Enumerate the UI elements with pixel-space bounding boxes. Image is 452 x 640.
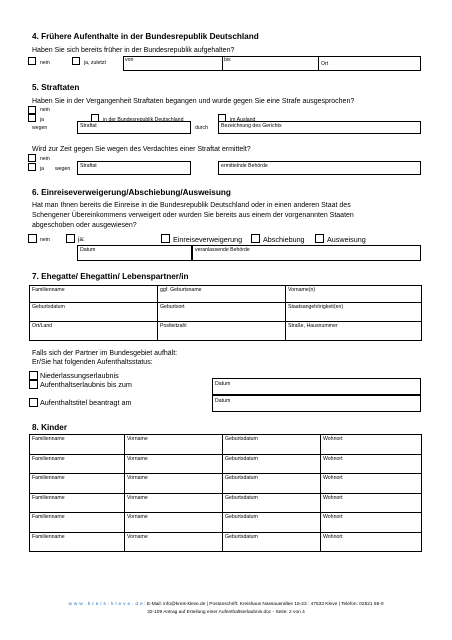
child-first-name-field[interactable]: Vorname (125, 474, 223, 494)
section-4-heading: 4. Frühere Aufenthalte in der Bundesrepublik Deutschland (32, 32, 259, 41)
checkbox-investigation-yes[interactable] (28, 163, 36, 171)
child-birth-date-field[interactable]: Geburtsdatum (223, 454, 321, 474)
label-yes: ja (40, 117, 45, 123)
child-residence-field[interactable]: Wohnort (321, 513, 422, 533)
residence-permit-date-field[interactable] (212, 378, 421, 395)
child-birth-date-field[interactable]: Geburtsdatum (223, 435, 321, 455)
spouse-street-field[interactable]: Straße, Hausnummer (286, 322, 422, 341)
section-5-heading: 5. Straftaten (32, 83, 80, 92)
section-5-question-2: Wird zur Zeit gegen Sie wegen des Verdachtes einer Straftat ermittelt? (32, 146, 251, 153)
table-row (30, 286, 422, 303)
label-entry-refusal: Einreiseverweigerung (173, 235, 243, 244)
permit-applied-date-field[interactable] (212, 395, 421, 412)
court-field-label: Bezeichnung des Gerichts (221, 123, 282, 129)
table-row (30, 513, 422, 533)
child-residence-field[interactable]: Wohnort (321, 435, 422, 455)
child-first-name-field[interactable]: Vorname (125, 532, 223, 552)
partner-note-line-1: Falls sich der Partner im Bundesgebiet aufhält: (32, 350, 178, 357)
offense-field-label: Straftat (80, 123, 97, 129)
spouse-birth-date-field[interactable]: Geburtsdatum (30, 303, 158, 322)
child-residence-field[interactable]: Wohnort (321, 532, 422, 552)
residence-date-label: Datum (215, 381, 231, 387)
section-7-heading: 7. Ehegatte/ Ehegattin/ Lebenspartner/in (32, 272, 189, 281)
label-yes: ja (40, 166, 45, 172)
checkbox-deportation[interactable] (251, 234, 260, 243)
checkbox-refusal-yes[interactable] (66, 234, 75, 243)
label-no: nein (40, 107, 50, 113)
label-yes: ja: (78, 236, 85, 243)
child-first-name-field[interactable]: Vorname (125, 435, 223, 455)
table-row (30, 435, 422, 455)
field-place-label: Ort (321, 61, 329, 67)
label-by: durch (195, 125, 208, 131)
partner-note-line-2: Er/Sie hat folgenden Aufenthaltsstatus: (32, 359, 153, 366)
child-residence-field[interactable]: Wohnort (321, 493, 422, 513)
footer-website-link[interactable]: w w w . k r e i s - k l e v e . d e (68, 602, 143, 607)
label-yes-last: ja, zuletzt (84, 60, 106, 66)
label-no: nein (40, 237, 50, 243)
label-no: nein (40, 156, 50, 162)
checkbox-investigation-no[interactable] (28, 154, 36, 162)
child-birth-date-field[interactable]: Geburtsdatum (223, 532, 321, 552)
table-row (30, 493, 422, 513)
label-deportation: Abschiebung (263, 235, 305, 244)
section-5-question: Haben Sie in der Vergangenheit Straftaten begangen und wurde gegen Sie eine Strafe ausgesprochen? (32, 98, 355, 105)
footer-contact-text: : E-Mail: info@kreis-kleve.de | Postanschrift: Kreishaus Nassauerallee 15-23 : 47533 Kleve | Telefon: 02821 85-0 (142, 602, 384, 607)
section-6-question-line-2: Schengener Übereinkommens verweigert oder wurden Sie bereits aus einem der vorgenannten Staaten (32, 212, 354, 219)
field-to-label: bis (224, 57, 231, 63)
child-family-name-field[interactable]: Familienname (30, 454, 125, 474)
section-6-question-line-3: abgeschoben oder ausgewiesen? (32, 222, 137, 229)
child-residence-field[interactable]: Wohnort (321, 474, 422, 494)
label-because: wegen (55, 166, 71, 172)
child-family-name-field[interactable]: Familienname (30, 532, 125, 552)
field-from-label: von (125, 57, 134, 63)
child-family-name-field[interactable]: Familienname (30, 493, 125, 513)
section-6-question-line-1: Hat man Ihnen bereits die Einreise in die Bundesrepublik Deutschland oder in einen anderen Staat des (32, 202, 351, 209)
spouse-first-name-field[interactable]: Vorname(n) (286, 286, 422, 303)
child-family-name-field[interactable]: Familienname (30, 435, 125, 455)
child-birth-date-field[interactable]: Geburtsdatum (223, 493, 321, 513)
spouse-family-name-field[interactable]: Familienname (30, 286, 158, 303)
previous-stay-fields (123, 56, 421, 71)
spouse-postcode-field[interactable]: Postleitzahl (158, 322, 286, 341)
investigation-offense-label: Straftat (80, 163, 97, 169)
spouse-birth-place-field[interactable]: Geburtsort (158, 303, 286, 322)
children-table (29, 434, 422, 552)
child-birth-date-field[interactable]: Geburtsdatum (223, 513, 321, 533)
table-row (30, 303, 422, 322)
checkbox-refusal-no[interactable] (28, 234, 37, 243)
footer-document-info: 32-109 Antrag auf Erteilung einer Aufenthaltserlaubnis.doc - Seite: 2 von 4 (147, 610, 305, 615)
checkbox-previous-stay-no[interactable] (28, 57, 36, 65)
label-in-germany: in der Bundesrepublik Deutschland (103, 117, 184, 123)
table-row (30, 322, 422, 341)
applied-date-label: Datum (215, 398, 231, 404)
section-8-heading: 8. Kinder (32, 423, 68, 432)
checkbox-offense-no[interactable] (28, 106, 36, 114)
checkbox-permit-applied[interactable] (29, 398, 38, 407)
child-first-name-field[interactable]: Vorname (125, 493, 223, 513)
child-first-name-field[interactable]: Vorname (125, 513, 223, 533)
spouse-nationality-field[interactable]: Staatsangehörigkeit(en) (286, 303, 422, 322)
spouse-birth-name-field[interactable]: ggf. Geburtsname (158, 286, 286, 303)
refusal-date-label: Datum (80, 247, 96, 253)
child-family-name-field[interactable]: Familienname (30, 513, 125, 533)
footer-contact (0, 602, 452, 607)
label-abroad: im Ausland (230, 117, 256, 123)
spouse-city-country-field[interactable]: Ort/Land (30, 322, 158, 341)
child-birth-date-field[interactable]: Geburtsdatum (223, 474, 321, 494)
child-residence-field[interactable]: Wohnort (321, 454, 422, 474)
child-first-name-field[interactable]: Vorname (125, 454, 223, 474)
label-expulsion: Ausweisung (327, 235, 366, 244)
label-because: wegen (32, 125, 48, 131)
section-4-question: Haben Sie sich bereits früher in der Bundesrepublik aufgehalten? (32, 47, 235, 54)
checkbox-expulsion[interactable] (315, 234, 324, 243)
checkbox-previous-stay-yes[interactable] (72, 57, 80, 65)
refusal-authority-label: veranlassende Behörde (195, 247, 250, 253)
label-residence-permit-until: Aufenthaltserlaubnis bis zum (40, 380, 132, 389)
investigating-authority-label: ermittelnde Behörde (221, 163, 268, 169)
section-6-heading: 6. Einreiseverweigerung/Abschiebung/Ausweisung (32, 188, 231, 197)
checkbox-entry-refusal[interactable] (161, 234, 170, 243)
spouse-table (29, 285, 422, 341)
label-no: nein (40, 60, 50, 66)
label-settlement-permit: Niederlassungserlaubnis (40, 371, 119, 380)
label-permit-applied-on: Aufenthaltstitel beantragt am (40, 398, 132, 407)
checkbox-residence-permit[interactable] (29, 380, 38, 389)
table-row (30, 532, 422, 552)
table-row (30, 474, 422, 494)
checkbox-offense-yes[interactable] (28, 114, 36, 122)
checkbox-settlement-permit[interactable] (29, 371, 38, 380)
child-family-name-field[interactable]: Familienname (30, 474, 125, 494)
table-row (30, 454, 422, 474)
